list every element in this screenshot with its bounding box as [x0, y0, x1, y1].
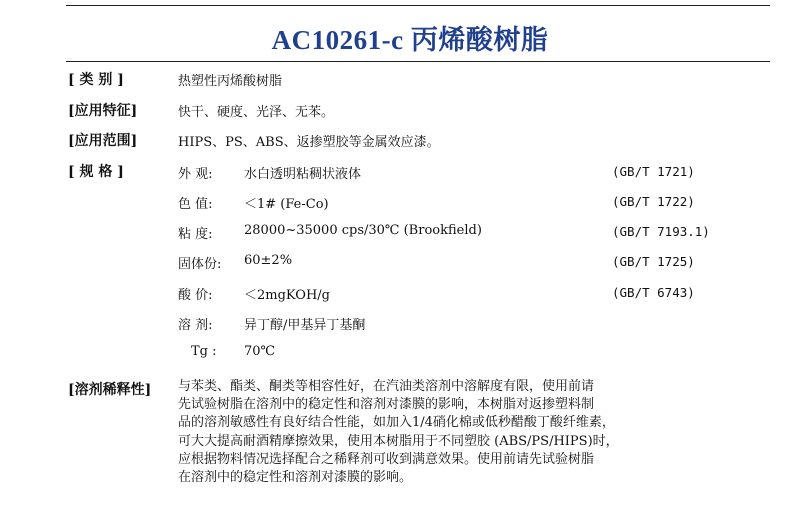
category-label: [ 类 别 ] — [68, 72, 124, 88]
spec-row-value: ＜1# (Fe-Co) — [244, 197, 329, 212]
spec-row-value: 28000~35000 cps/30℃ (Brookfield) — [244, 223, 482, 238]
spec-row-value: 异丁醇/甲基异丁基酮 — [244, 318, 366, 333]
page-title: AC10261-c 丙烯酸树脂 — [271, 25, 549, 55]
paragraph-line: 与苯类、酯类、酮类等相容性好，在汽油类溶剂中溶解度有限，使用前请 — [178, 379, 595, 394]
scope-label: [应用范围] — [68, 133, 138, 149]
spec-row-name: 外 观: — [178, 167, 213, 182]
spec-row-value: 70℃ — [244, 344, 276, 359]
solvent-paragraph — [178, 378, 738, 487]
category-value: 热塑性丙烯酸树脂 — [178, 74, 283, 89]
scope-value: HIPS、PS、ABS、返掺塑胶等金属效应漆。 — [178, 135, 440, 150]
spec-row-name: 色 值: — [178, 197, 213, 212]
features-label: [应用特征] — [68, 103, 138, 119]
spec-row-name: Tg : — [191, 344, 217, 359]
spec-row-standard: (GB/T 7193.1) — [612, 224, 710, 239]
spec-row-name: 酸 价: — [178, 288, 213, 303]
spec-row-name: 粘 度: — [178, 227, 213, 242]
paragraph-line: 可大大提高耐酒精摩擦效果，使用本树脂用于不同塑胶 (ABS/PS/HIPS)时， — [178, 433, 619, 449]
features-value: 快干、硬度、光泽、无苯。 — [178, 105, 335, 120]
title-rule — [66, 61, 770, 62]
spec-row-standard: (GB/T 1725) — [612, 254, 695, 269]
spec-row-value: 60±2% — [244, 253, 293, 268]
paragraph-line: 先试验树脂在溶剂中的稳定性和溶剂对漆膜的影响，本树脂对返掺塑料制 — [178, 397, 595, 413]
solvent-label: [溶剂稀释性] — [68, 382, 152, 398]
spec-label: [ 规 格 ] — [68, 164, 124, 180]
paragraph-line: 应根据物料情况选择配合之稀释剂可收到满意效果。使用前请先试验树脂 — [178, 451, 595, 467]
spec-row-name: 固体份: — [178, 257, 222, 272]
spec-row-name: 溶 剂: — [178, 318, 213, 333]
spec-row-standard: (GB/T 1721) — [612, 164, 695, 179]
spec-row-value: 水白透明粘稠状液体 — [244, 167, 362, 182]
paragraph-line: 在溶剂中的稳定性和溶剂对漆膜的影响。 — [178, 470, 413, 486]
paragraph-line: 品的溶剂敏感性有良好结合性能，如加入1/4硝化棉或低秒醋酸丁酸纤维素， — [178, 415, 615, 431]
spec-row-standard: (GB/T 6743) — [612, 285, 695, 300]
top-rule — [66, 5, 770, 6]
spec-row-value: ＜2mgKOH/g — [244, 288, 330, 303]
spec-row-standard: (GB/T 1722) — [612, 194, 695, 209]
